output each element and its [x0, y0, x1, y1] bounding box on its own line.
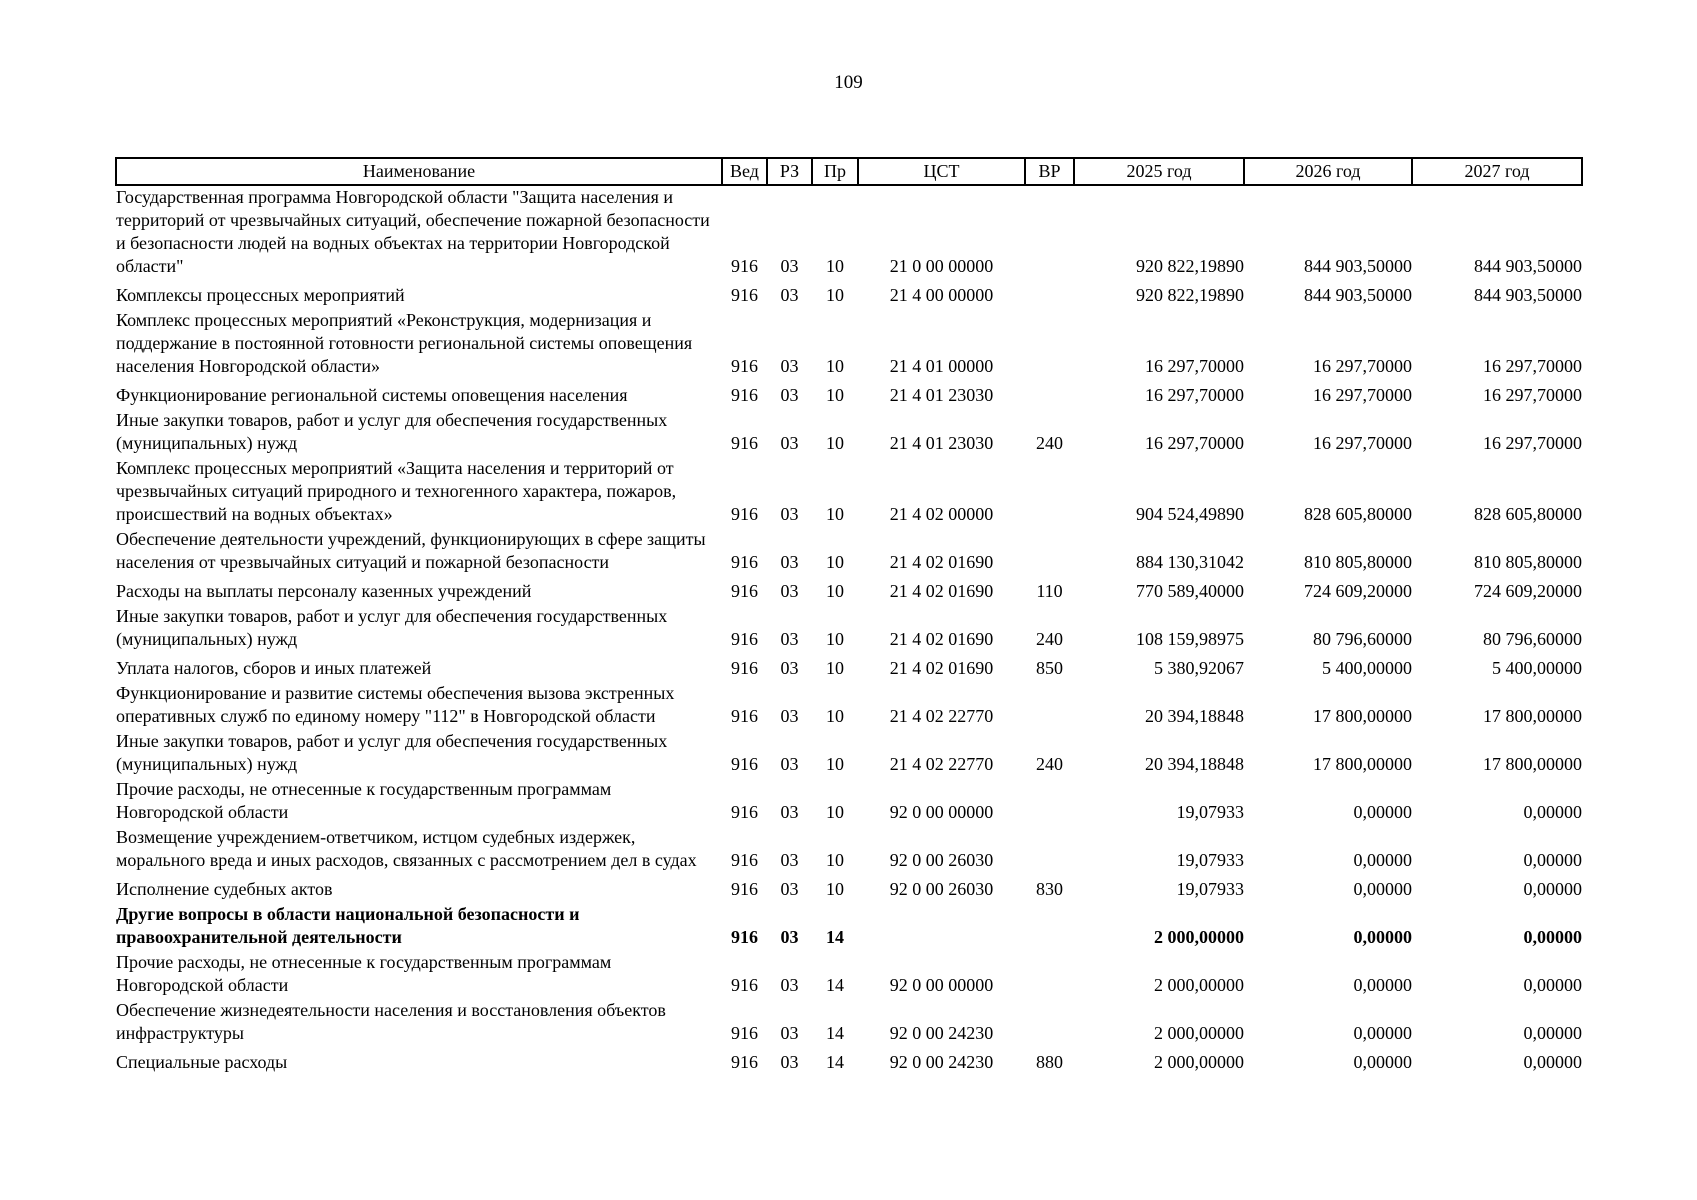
row-2026: 0,00000 [1353, 975, 1412, 995]
row-cst: 21 4 01 00000 [889, 356, 994, 376]
row-rz: 03 [780, 504, 799, 524]
table-row [116, 778, 1582, 826]
row-name: Другие вопросы в области национальной безопасности и правоохранительной деятельности [116, 904, 580, 947]
table-row [116, 409, 1582, 457]
row-vr: 240 [1036, 754, 1063, 774]
row-pr: 14 [826, 1052, 844, 1072]
row-2027: 17 800,00000 [1483, 706, 1582, 726]
row-2025: 19,07933 [1176, 802, 1244, 822]
row-2025: 19,07933 [1176, 879, 1244, 899]
row-vr [1025, 457, 1074, 528]
row-2025: 2 000,00000 [1154, 927, 1244, 947]
row-vr [1025, 309, 1074, 380]
row-cst: 21 4 01 23030 [889, 433, 994, 453]
row-vr: 850 [1036, 658, 1063, 678]
row-rz: 03 [780, 385, 799, 405]
row-name: Комплексы процессных мероприятий [116, 285, 405, 305]
row-2026: 17 800,00000 [1313, 754, 1412, 774]
row-ved: 916 [731, 975, 758, 995]
row-pr: 10 [826, 552, 844, 572]
row-2027: 0,00000 [1523, 975, 1582, 995]
row-2026: 724 609,20000 [1304, 581, 1412, 601]
row-vr [1025, 380, 1074, 409]
row-rz: 03 [780, 927, 799, 947]
row-2027: 5 400,00000 [1492, 658, 1582, 678]
budget-table [115, 157, 1583, 1076]
header-2026: 2026 год [1244, 158, 1412, 185]
row-ved: 916 [731, 385, 758, 405]
table-row [116, 1047, 1582, 1076]
row-vr [1025, 682, 1074, 730]
row-cst: 21 0 00 00000 [889, 256, 994, 276]
row-ved: 916 [731, 1023, 758, 1043]
row-vr: 240 [1036, 629, 1063, 649]
row-2027: 0,00000 [1523, 927, 1582, 947]
row-ved: 916 [731, 706, 758, 726]
row-pr: 10 [826, 879, 844, 899]
row-2027: 0,00000 [1523, 1023, 1582, 1043]
row-cst: 92 0 00 26030 [889, 850, 994, 870]
row-rz: 03 [780, 581, 799, 601]
header-2025: 2025 год [1074, 158, 1244, 185]
row-2025: 16 297,70000 [1145, 356, 1244, 376]
row-2027: 0,00000 [1523, 1052, 1582, 1072]
row-2026: 16 297,70000 [1313, 385, 1412, 405]
row-cst: 92 0 00 00000 [889, 975, 994, 995]
row-rz: 03 [780, 802, 799, 822]
row-pr: 10 [826, 706, 844, 726]
row-rz: 03 [780, 850, 799, 870]
row-2025: 16 297,70000 [1145, 385, 1244, 405]
row-pr: 10 [826, 385, 844, 405]
row-2026: 17 800,00000 [1313, 706, 1412, 726]
row-rz: 03 [780, 356, 799, 376]
table-row [116, 826, 1582, 874]
row-vr [1025, 528, 1074, 576]
row-pr: 10 [826, 356, 844, 376]
row-vr [1025, 185, 1074, 280]
row-2027: 16 297,70000 [1483, 433, 1582, 453]
table-row [116, 280, 1582, 309]
table-row [116, 951, 1582, 999]
header-2027: 2027 год [1412, 158, 1582, 185]
header-rz: РЗ [767, 158, 812, 185]
row-2025: 2 000,00000 [1154, 1023, 1244, 1043]
row-name: Прочие расходы, не отнесенные к государственным программам Новгородской области [116, 952, 612, 995]
row-2025: 20 394,18848 [1145, 754, 1244, 774]
row-2025: 904 524,49890 [1136, 504, 1244, 524]
table-row [116, 653, 1582, 682]
table-row [116, 528, 1582, 576]
row-name: Иные закупки товаров, работ и услуг для обеспечения государственных (муниципальных) нужд [116, 410, 668, 453]
row-2027: 828 605,80000 [1474, 504, 1582, 524]
row-name: Исполнение судебных актов [116, 879, 333, 899]
row-rz: 03 [780, 706, 799, 726]
row-vr [1025, 826, 1074, 874]
table-row [116, 185, 1582, 280]
row-2026: 844 903,50000 [1304, 285, 1412, 305]
row-rz: 03 [780, 754, 799, 774]
row-2027: 0,00000 [1523, 850, 1582, 870]
row-2027: 810 805,80000 [1474, 552, 1582, 572]
row-pr: 14 [826, 927, 844, 947]
row-rz: 03 [780, 552, 799, 572]
row-pr: 10 [826, 658, 844, 678]
row-rz: 03 [780, 256, 799, 276]
row-pr: 10 [826, 581, 844, 601]
row-cst: 21 4 02 00000 [889, 504, 994, 524]
table-row [116, 874, 1582, 903]
row-2026: 0,00000 [1353, 850, 1412, 870]
row-vr [1025, 951, 1074, 999]
row-pr: 14 [826, 1023, 844, 1043]
row-2026: 844 903,50000 [1304, 256, 1412, 276]
row-rz: 03 [780, 629, 799, 649]
row-rz: 03 [780, 433, 799, 453]
row-2026: 16 297,70000 [1313, 356, 1412, 376]
row-name: Прочие расходы, не отнесенные к государственным программам Новгородской области [116, 779, 612, 822]
row-pr: 14 [826, 975, 844, 995]
row-name: Комплекс процессных мероприятий «Защита населения и территорий от чрезвычайных ситуаций природного и техногенного характера, пожаров, происшествий на водных объектах» [116, 458, 677, 524]
row-name: Государственная программа Новгородской области "Защита населения и территорий от чрезвычайных ситуаций, обеспечение пожарной безопасности и безопасности людей на водных объектах на территории Новгородской области" [116, 187, 710, 276]
row-ved: 916 [731, 850, 758, 870]
row-pr: 10 [826, 285, 844, 305]
row-name: Комплекс процессных мероприятий «Реконструкция, модернизация и поддержание в постоянной готовности региональной системы оповещения населения Новгородской области» [116, 310, 693, 376]
header-ved: Вед [722, 158, 767, 185]
table-row [116, 457, 1582, 528]
row-cst: 21 4 02 01690 [889, 581, 994, 601]
table-row [116, 605, 1582, 653]
row-name: Функционирование и развитие системы обеспечения вызова экстренных оперативных служб по единому номеру "112" в Новгородской области [116, 683, 675, 726]
row-vr: 110 [1036, 581, 1063, 601]
row-name: Уплата налогов, сборов и иных платежей [116, 658, 432, 678]
row-ved: 916 [731, 802, 758, 822]
table-row [116, 682, 1582, 730]
row-cst: 21 4 01 23030 [889, 385, 994, 405]
row-2027: 0,00000 [1523, 879, 1582, 899]
row-cst: 21 4 00 00000 [889, 285, 994, 305]
row-2026: 828 605,80000 [1304, 504, 1412, 524]
header-pr: Пр [812, 158, 858, 185]
row-cst: 21 4 02 22770 [889, 754, 994, 774]
row-vr [1025, 280, 1074, 309]
row-ved: 916 [731, 1052, 758, 1072]
row-name: Обеспечение деятельности учреждений, функционирующих в сфере защиты населения от чрезвычайных ситуаций и пожарной безопасности [116, 529, 706, 572]
row-2027: 844 903,50000 [1474, 256, 1582, 276]
row-pr: 10 [826, 256, 844, 276]
table-row-section-total [116, 903, 1582, 951]
row-name: Функционирование региональной системы оповещения населения [116, 385, 628, 405]
row-2025: 920 822,19890 [1136, 256, 1244, 276]
row-2026: 0,00000 [1353, 802, 1412, 822]
table-row [116, 309, 1582, 380]
row-2027: 0,00000 [1523, 802, 1582, 822]
row-name: Специальные расходы [116, 1052, 288, 1072]
row-rz: 03 [780, 879, 799, 899]
row-vr: 880 [1036, 1052, 1063, 1072]
row-cst: 92 0 00 24230 [889, 1023, 994, 1043]
row-rz: 03 [780, 658, 799, 678]
row-2026: 810 805,80000 [1304, 552, 1412, 572]
row-pr: 10 [826, 802, 844, 822]
row-ved: 916 [731, 927, 758, 947]
row-cst: 21 4 02 01690 [889, 552, 994, 572]
row-vr [1025, 903, 1074, 951]
row-pr: 10 [826, 433, 844, 453]
row-2026: 5 400,00000 [1322, 658, 1412, 678]
row-2025: 2 000,00000 [1154, 1052, 1244, 1072]
row-2026: 0,00000 [1353, 927, 1412, 947]
row-2027: 844 903,50000 [1474, 285, 1582, 305]
table-row [116, 576, 1582, 605]
row-2026: 0,00000 [1353, 879, 1412, 899]
row-cst: 92 0 00 00000 [889, 802, 994, 822]
row-2027: 80 796,60000 [1483, 629, 1582, 649]
row-rz: 03 [780, 975, 799, 995]
row-ved: 916 [731, 433, 758, 453]
row-ved: 916 [731, 581, 758, 601]
row-ved: 916 [731, 504, 758, 524]
row-2025: 770 589,40000 [1136, 581, 1244, 601]
row-2025: 2 000,00000 [1154, 975, 1244, 995]
row-cst: 21 4 02 01690 [889, 629, 994, 649]
row-cst: 21 4 02 01690 [889, 658, 994, 678]
page-number: 109 [834, 72, 863, 93]
table-row [116, 730, 1582, 778]
row-pr: 10 [826, 850, 844, 870]
row-pr: 10 [826, 754, 844, 774]
row-ved: 916 [731, 552, 758, 572]
table-row [116, 380, 1582, 409]
row-vr [1025, 999, 1074, 1047]
row-2027: 17 800,00000 [1483, 754, 1582, 774]
table-header-row [116, 158, 1582, 185]
row-rz: 03 [780, 285, 799, 305]
row-2025: 16 297,70000 [1145, 433, 1244, 453]
row-vr: 830 [1036, 879, 1063, 899]
row-2027: 16 297,70000 [1483, 356, 1582, 376]
row-cst [858, 903, 1025, 951]
row-ved: 916 [731, 256, 758, 276]
row-rz: 03 [780, 1052, 799, 1072]
row-2026: 80 796,60000 [1313, 629, 1412, 649]
row-cst: 92 0 00 24230 [889, 1052, 994, 1072]
row-cst: 92 0 00 26030 [889, 879, 994, 899]
row-ved: 916 [731, 356, 758, 376]
row-2025: 5 380,92067 [1154, 658, 1244, 678]
row-2026: 0,00000 [1353, 1023, 1412, 1043]
row-name: Возмещение учреждением-ответчиком, истцом судебных издержек, морального вреда и иных расходов, связанных с рассмотрением дел в судах [116, 827, 697, 870]
row-name: Обеспечение жизнедеятельности населения и восстановления объектов инфраструктуры [116, 1000, 666, 1043]
row-name: Иные закупки товаров, работ и услуг для обеспечения государственных (муниципальных) нужд [116, 606, 668, 649]
row-ved: 916 [731, 754, 758, 774]
row-name: Расходы на выплаты персоналу казенных учреждений [116, 581, 532, 601]
table-row [116, 999, 1582, 1047]
row-2025: 920 822,19890 [1136, 285, 1244, 305]
header-name: Наименование [116, 158, 722, 185]
row-2025: 20 394,18848 [1145, 706, 1244, 726]
row-ved: 916 [731, 285, 758, 305]
row-2025: 19,07933 [1176, 850, 1244, 870]
row-vr [1025, 778, 1074, 826]
row-2026: 16 297,70000 [1313, 433, 1412, 453]
row-2025: 108 159,98975 [1136, 629, 1244, 649]
row-2027: 16 297,70000 [1483, 385, 1582, 405]
row-cst: 21 4 02 22770 [889, 706, 994, 726]
row-ved: 916 [731, 629, 758, 649]
row-vr: 240 [1036, 433, 1063, 453]
row-ved: 916 [731, 658, 758, 678]
header-vr: ВР [1025, 158, 1074, 185]
header-cst: ЦСТ [858, 158, 1025, 185]
row-pr: 10 [826, 629, 844, 649]
row-2025: 884 130,31042 [1136, 552, 1244, 572]
row-ved: 916 [731, 879, 758, 899]
row-name: Иные закупки товаров, работ и услуг для обеспечения государственных (муниципальных) нужд [116, 731, 668, 774]
row-2026: 0,00000 [1353, 1052, 1412, 1072]
row-2027: 724 609,20000 [1474, 581, 1582, 601]
row-rz: 03 [780, 1023, 799, 1043]
row-pr: 10 [826, 504, 844, 524]
